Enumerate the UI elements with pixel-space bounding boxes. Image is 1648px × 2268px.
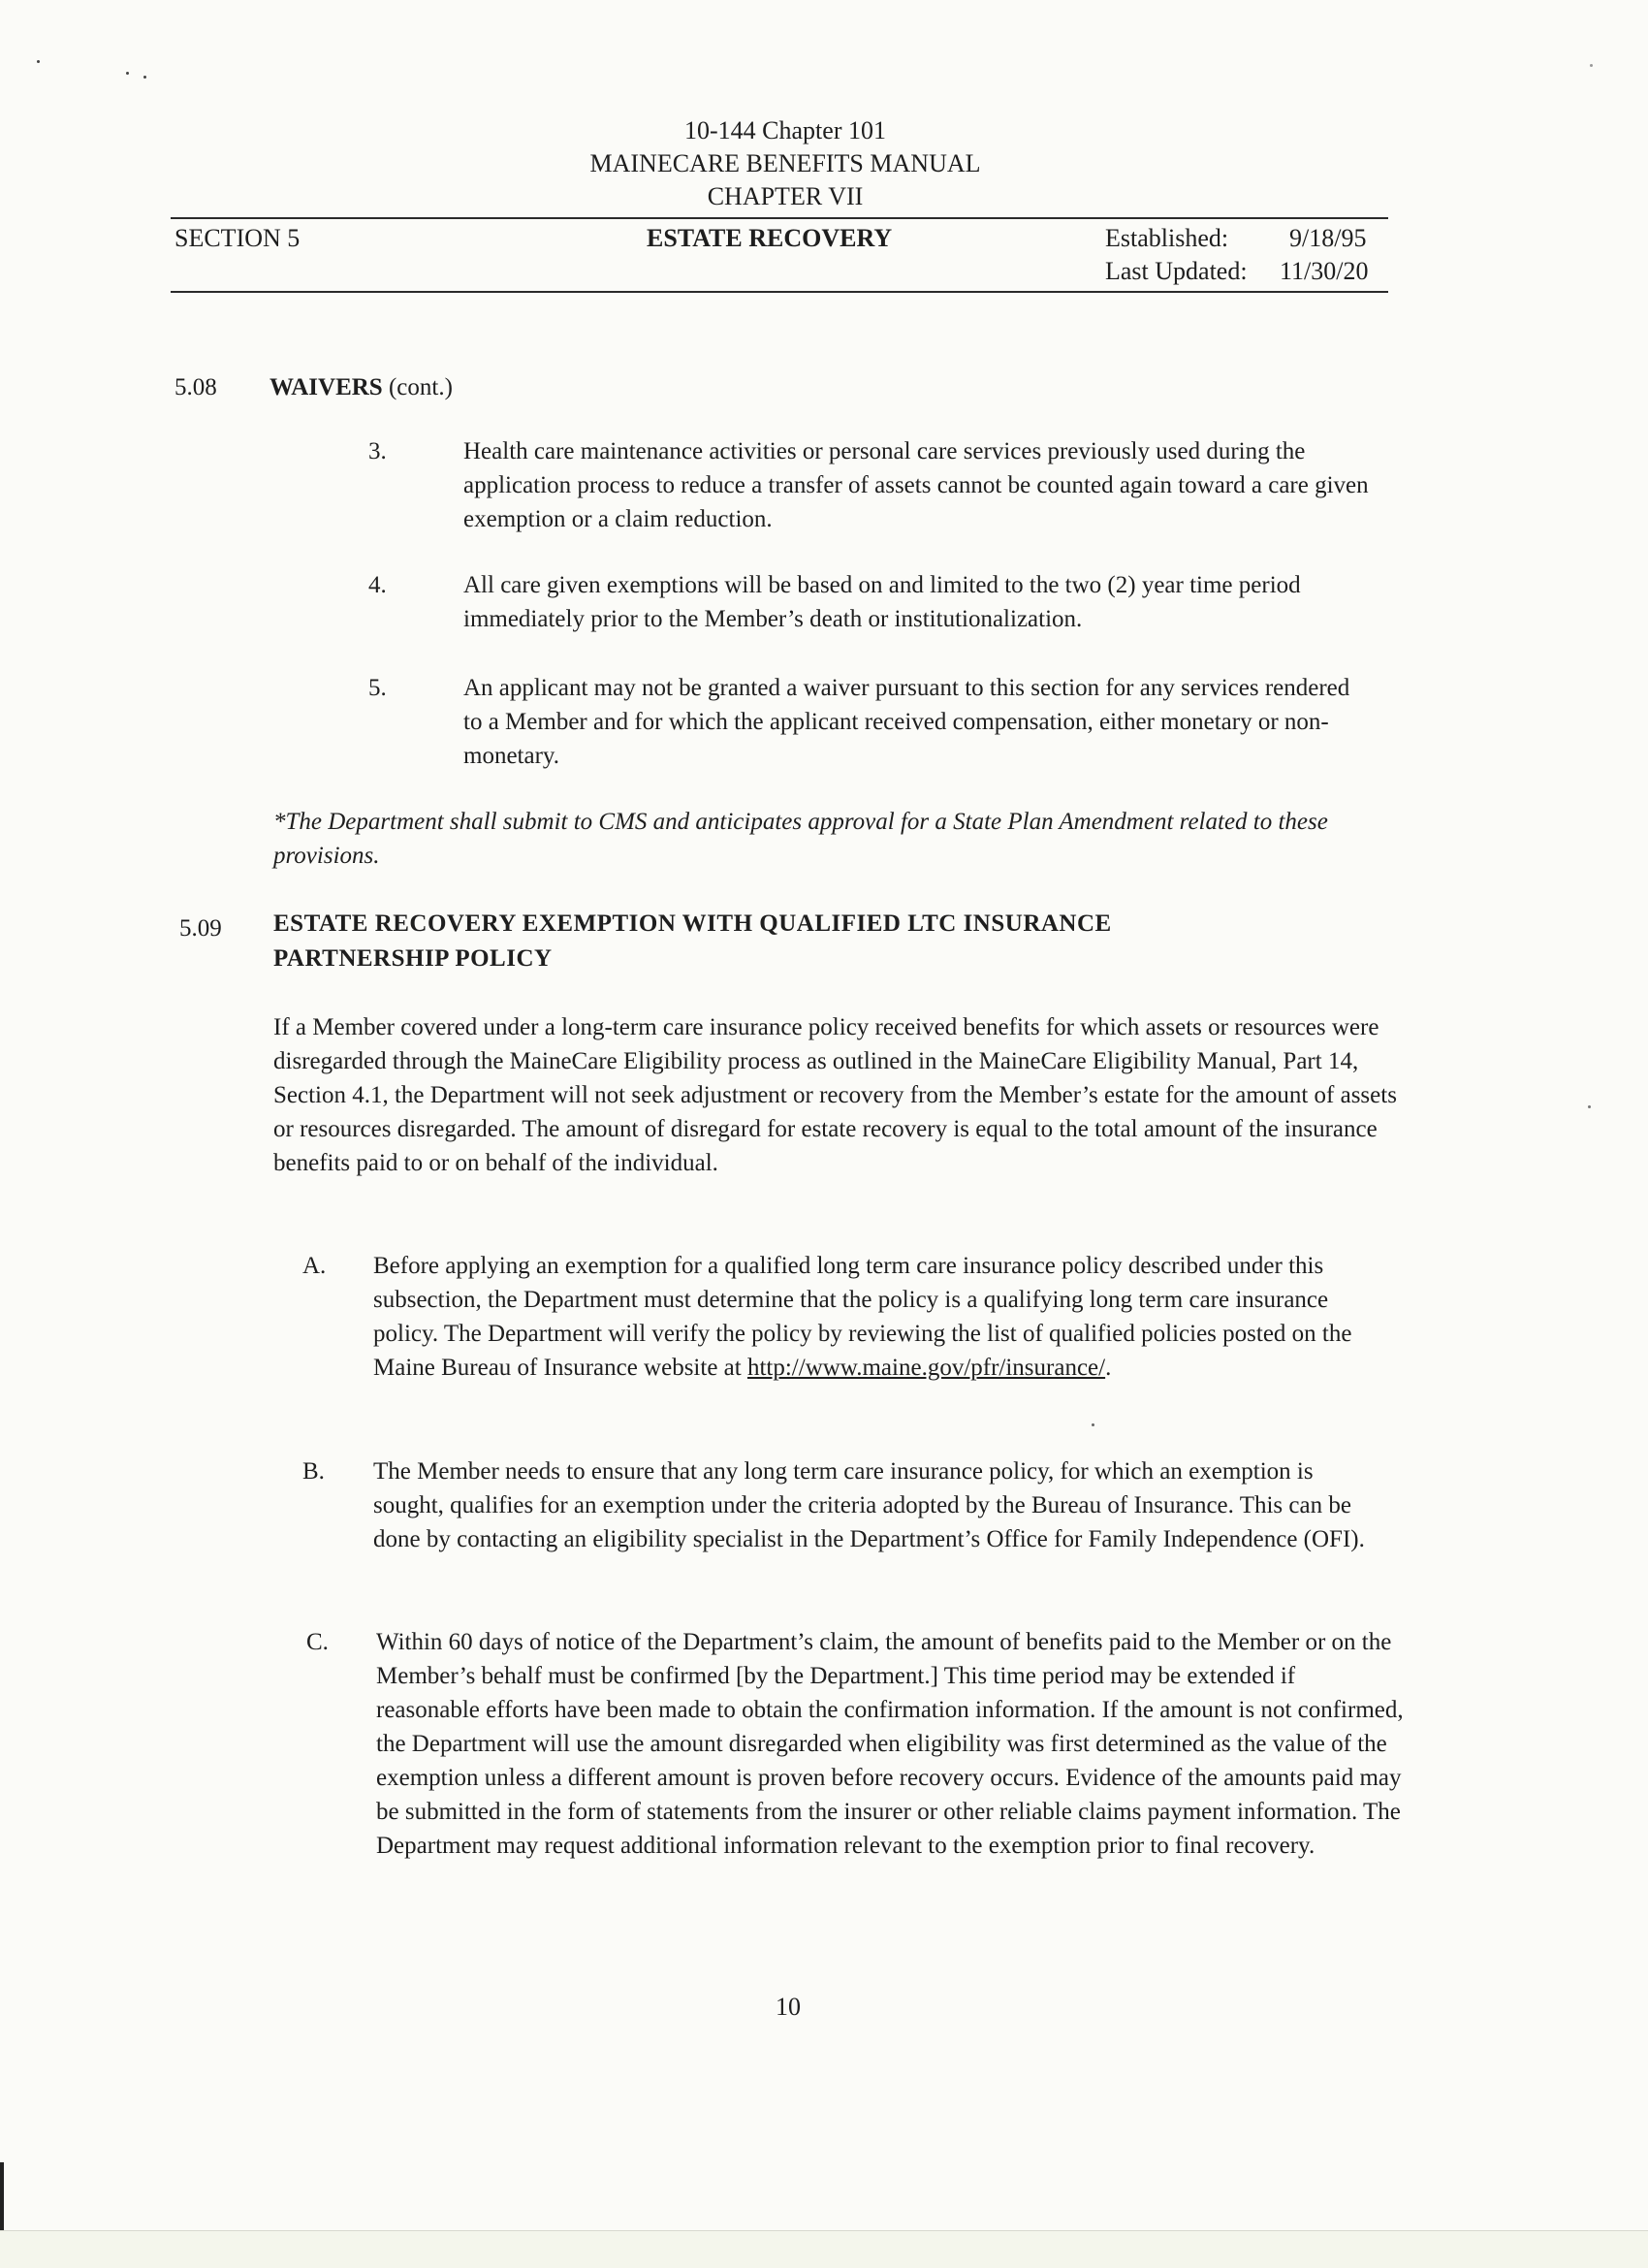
item-a-label: A. <box>302 1253 327 1279</box>
item-c-label: C. <box>306 1629 329 1655</box>
section-508-heading <box>269 370 453 404</box>
header-manual-title: MAINECARE BENEFITS MANUAL <box>589 149 981 177</box>
section-508-note: *The Department shall submit to CMS and anticipates approval for a State Plan Amendment related to these provisions. <box>273 809 1328 869</box>
item-b-label: B. <box>302 1458 325 1485</box>
list-item-text: An applicant may not be granted a waiver pursuant to this section for any services rendered to a Member and for which the applicant received compensation, either monetary or non-monetary. <box>463 675 1350 769</box>
scan-speck <box>37 60 40 63</box>
list-item-number: 5. <box>368 675 387 701</box>
item-a-end: . <box>1105 1355 1112 1381</box>
list-item-text: All care given exemptions will be based on and limited to the two (2) year time period immediately prior to the Member’s death or institutionalization. <box>463 572 1301 632</box>
bureau-of-insurance-link[interactable]: http://www.maine.gov/pfr/insurance/ <box>746 1355 1106 1381</box>
item-b-text: The Member needs to ensure that any long term care insurance policy, for which an exemption is sought, qualifies for an exemption under the criteria adopted by the Bureau of Insurance. This can be done by contacting an eligibility specialist in the Department’s Office for Family Independence (OFI). <box>373 1458 1365 1552</box>
list-item-text: Health care maintenance activities or personal care services previously used during the application process to reduce a transfer of assets cannot be counted again toward a care given exemption or a claim reduction. <box>463 438 1369 532</box>
section-509-number: 5.09 <box>179 915 222 942</box>
section-509-intro: If a Member covered under a long-term care insurance policy received benefits for which assets or resources were disregarded through the MaineCare Eligibility process as outlined in the MaineCare Eligibility Manual, Part 14, Section 4.1, the Department will not seek adjustment or recovery from the Member’s estate for the amount of assets or resources disregarded. The amount of disregard for estate recovery is equal to the total amount of the insurance benefits paid to or on behalf of the individual. <box>273 1014 1397 1176</box>
header-chapter: CHAPTER VII <box>707 182 864 210</box>
header-top-rule <box>171 217 1388 219</box>
scan-edge-mark <box>0 2162 4 2230</box>
section-508-title: WAIVERS <box>269 374 383 400</box>
section-509-title-line1: ESTATE RECOVERY EXEMPTION WITH QUALIFIED LTC INSURANCE <box>273 910 1112 937</box>
header-bottom-rule <box>171 291 1388 293</box>
scan-speck <box>1590 64 1593 67</box>
item-a-body <box>373 1249 1386 1385</box>
scan-speck <box>126 72 129 75</box>
header-established-label: Established: <box>1105 224 1229 252</box>
section-509-title-line2: PARTNERSHIP POLICY <box>273 945 553 972</box>
scan-speck <box>1092 1423 1094 1426</box>
item-c-text: Within 60 days of notice of the Department’s claim, the amount of benefits paid to the Member or on the Member’s behalf must be confirmed [by the Department.] This time period may be extended if reasonable efforts have been made to obtain the confirmation information. If the amount is not confirmed, the Department will use the amount disregarded when eligibility was first determined as the value of the exemption unless a different amount is proven before recovery occurs. Evidence of the amounts paid may be submitted in the form of statements from the insurer or other reliable claims payment information. The Department may request additional information relevant to the exemption prior to final recovery. <box>376 1629 1404 1859</box>
list-item-number: 3. <box>368 438 387 464</box>
header-established-date: 9/18/95 <box>1289 224 1367 252</box>
section-508-number: 5.08 <box>174 374 217 400</box>
scan-speck <box>143 76 146 79</box>
page-number: 10 <box>776 1993 801 2021</box>
item-a-text: Before applying an exemption for a qualified long term care insurance policy described under this subsection, the Department must determine that the policy is a qualifying long term care insurance policy. The Department will verify the policy by reviewing the list of qualified policies posted on the Maine Bureau of Insurance website at <box>373 1253 1352 1381</box>
header-chapter-ref: 10-144 Chapter 101 <box>684 116 886 144</box>
header-section-title: ESTATE RECOVERY <box>647 224 893 252</box>
header-updated-date: 11/30/20 <box>1280 257 1369 285</box>
scan-speck <box>1588 1105 1591 1108</box>
section-508-suffix: (cont.) <box>388 374 453 400</box>
header-updated-label: Last Updated: <box>1105 257 1248 285</box>
scan-bottom-edge <box>0 2230 1648 2268</box>
list-item-number: 4. <box>368 572 387 598</box>
header-section: SECTION 5 <box>174 224 301 252</box>
